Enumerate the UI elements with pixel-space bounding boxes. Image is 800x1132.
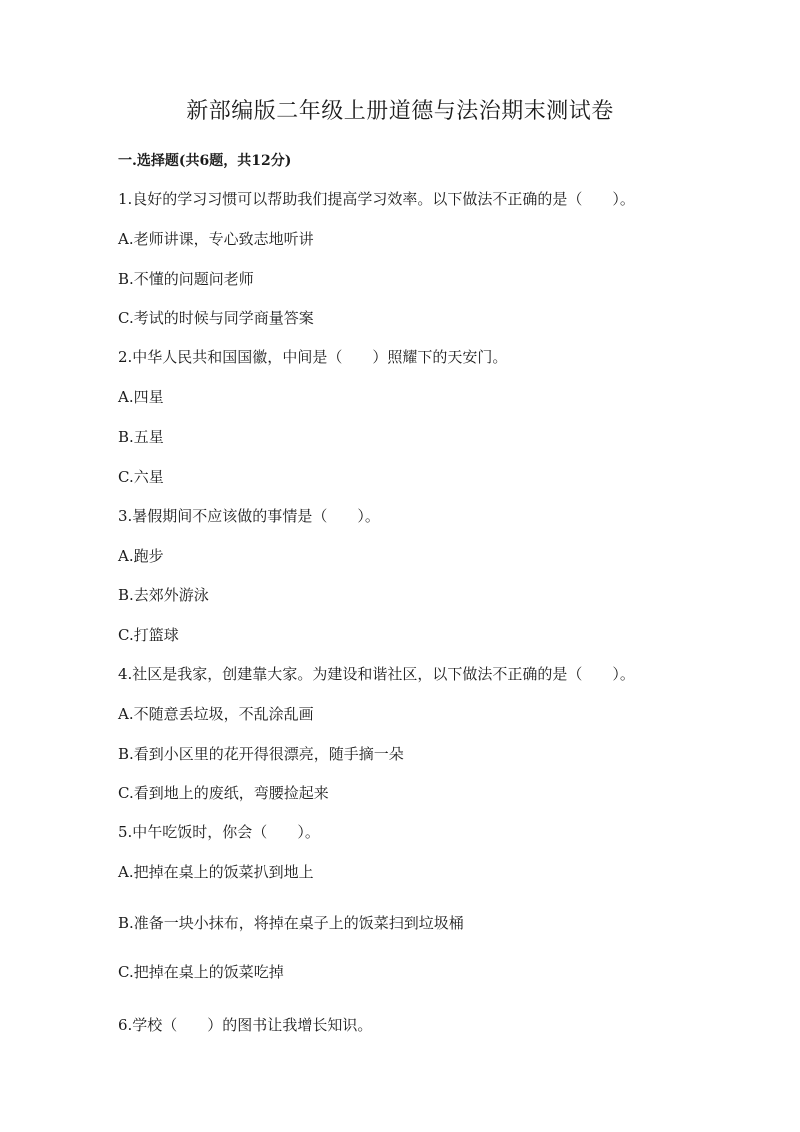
question-2-option-b: B.五星 bbox=[118, 428, 164, 446]
question-3-stem: 3.暑假期间不应该做的事情是（ ）。 bbox=[118, 507, 380, 525]
question-3-option-b: B.去郊外游泳 bbox=[118, 586, 209, 604]
question-4-option-c: C.看到地上的废纸，弯腰捡起来 bbox=[118, 784, 329, 802]
question-5-stem: 5.中午吃饭时，你会（ ）。 bbox=[118, 823, 320, 841]
question-2-option-a: A.四星 bbox=[118, 388, 164, 406]
question-5-option-a: A.把掉在桌上的饭菜扒到地上 bbox=[118, 863, 314, 881]
question-1-option-c: C.考试的时候与同学商量答案 bbox=[118, 309, 314, 327]
question-4-option-b: B.看到小区里的花开得很漂亮，随手摘一朵 bbox=[118, 745, 404, 763]
question-2-stem: 2.中华人民共和国国徽，中间是（ ）照耀下的天安门。 bbox=[118, 348, 508, 366]
question-6-stem: 6.学校（ ）的图书让我增长知识。 bbox=[118, 1016, 373, 1034]
question-3-option-a: A.跑步 bbox=[118, 547, 164, 565]
question-1-option-b: B.不懂的问题问老师 bbox=[118, 270, 254, 288]
question-2-option-c: C.六星 bbox=[118, 468, 164, 486]
question-5-option-b: B.准备一块小抹布，将掉在桌子上的饭菜扫到垃圾桶 bbox=[118, 914, 464, 932]
question-4-stem: 4.社区是我家，创建靠大家。为建设和谐社区，以下做法不正确的是（ ）。 bbox=[118, 665, 635, 683]
question-3-option-c: C.打篮球 bbox=[118, 626, 179, 644]
page-title: 新部编版二年级上册道德与法治期末测试卷 bbox=[186, 99, 614, 124]
question-1-option-a: A.老师讲课，专心致志地听讲 bbox=[118, 230, 314, 248]
section-heading: 一.选择题(共6题，共12分) bbox=[118, 153, 292, 169]
question-4-option-a: A.不随意丢垃圾，不乱涂乱画 bbox=[118, 705, 314, 723]
question-1-stem: 1.良好的学习习惯可以帮助我们提高学习效率。以下做法不正确的是（ ）。 bbox=[118, 190, 635, 208]
question-5-option-c: C.把掉在桌上的饭菜吃掉 bbox=[118, 963, 284, 981]
